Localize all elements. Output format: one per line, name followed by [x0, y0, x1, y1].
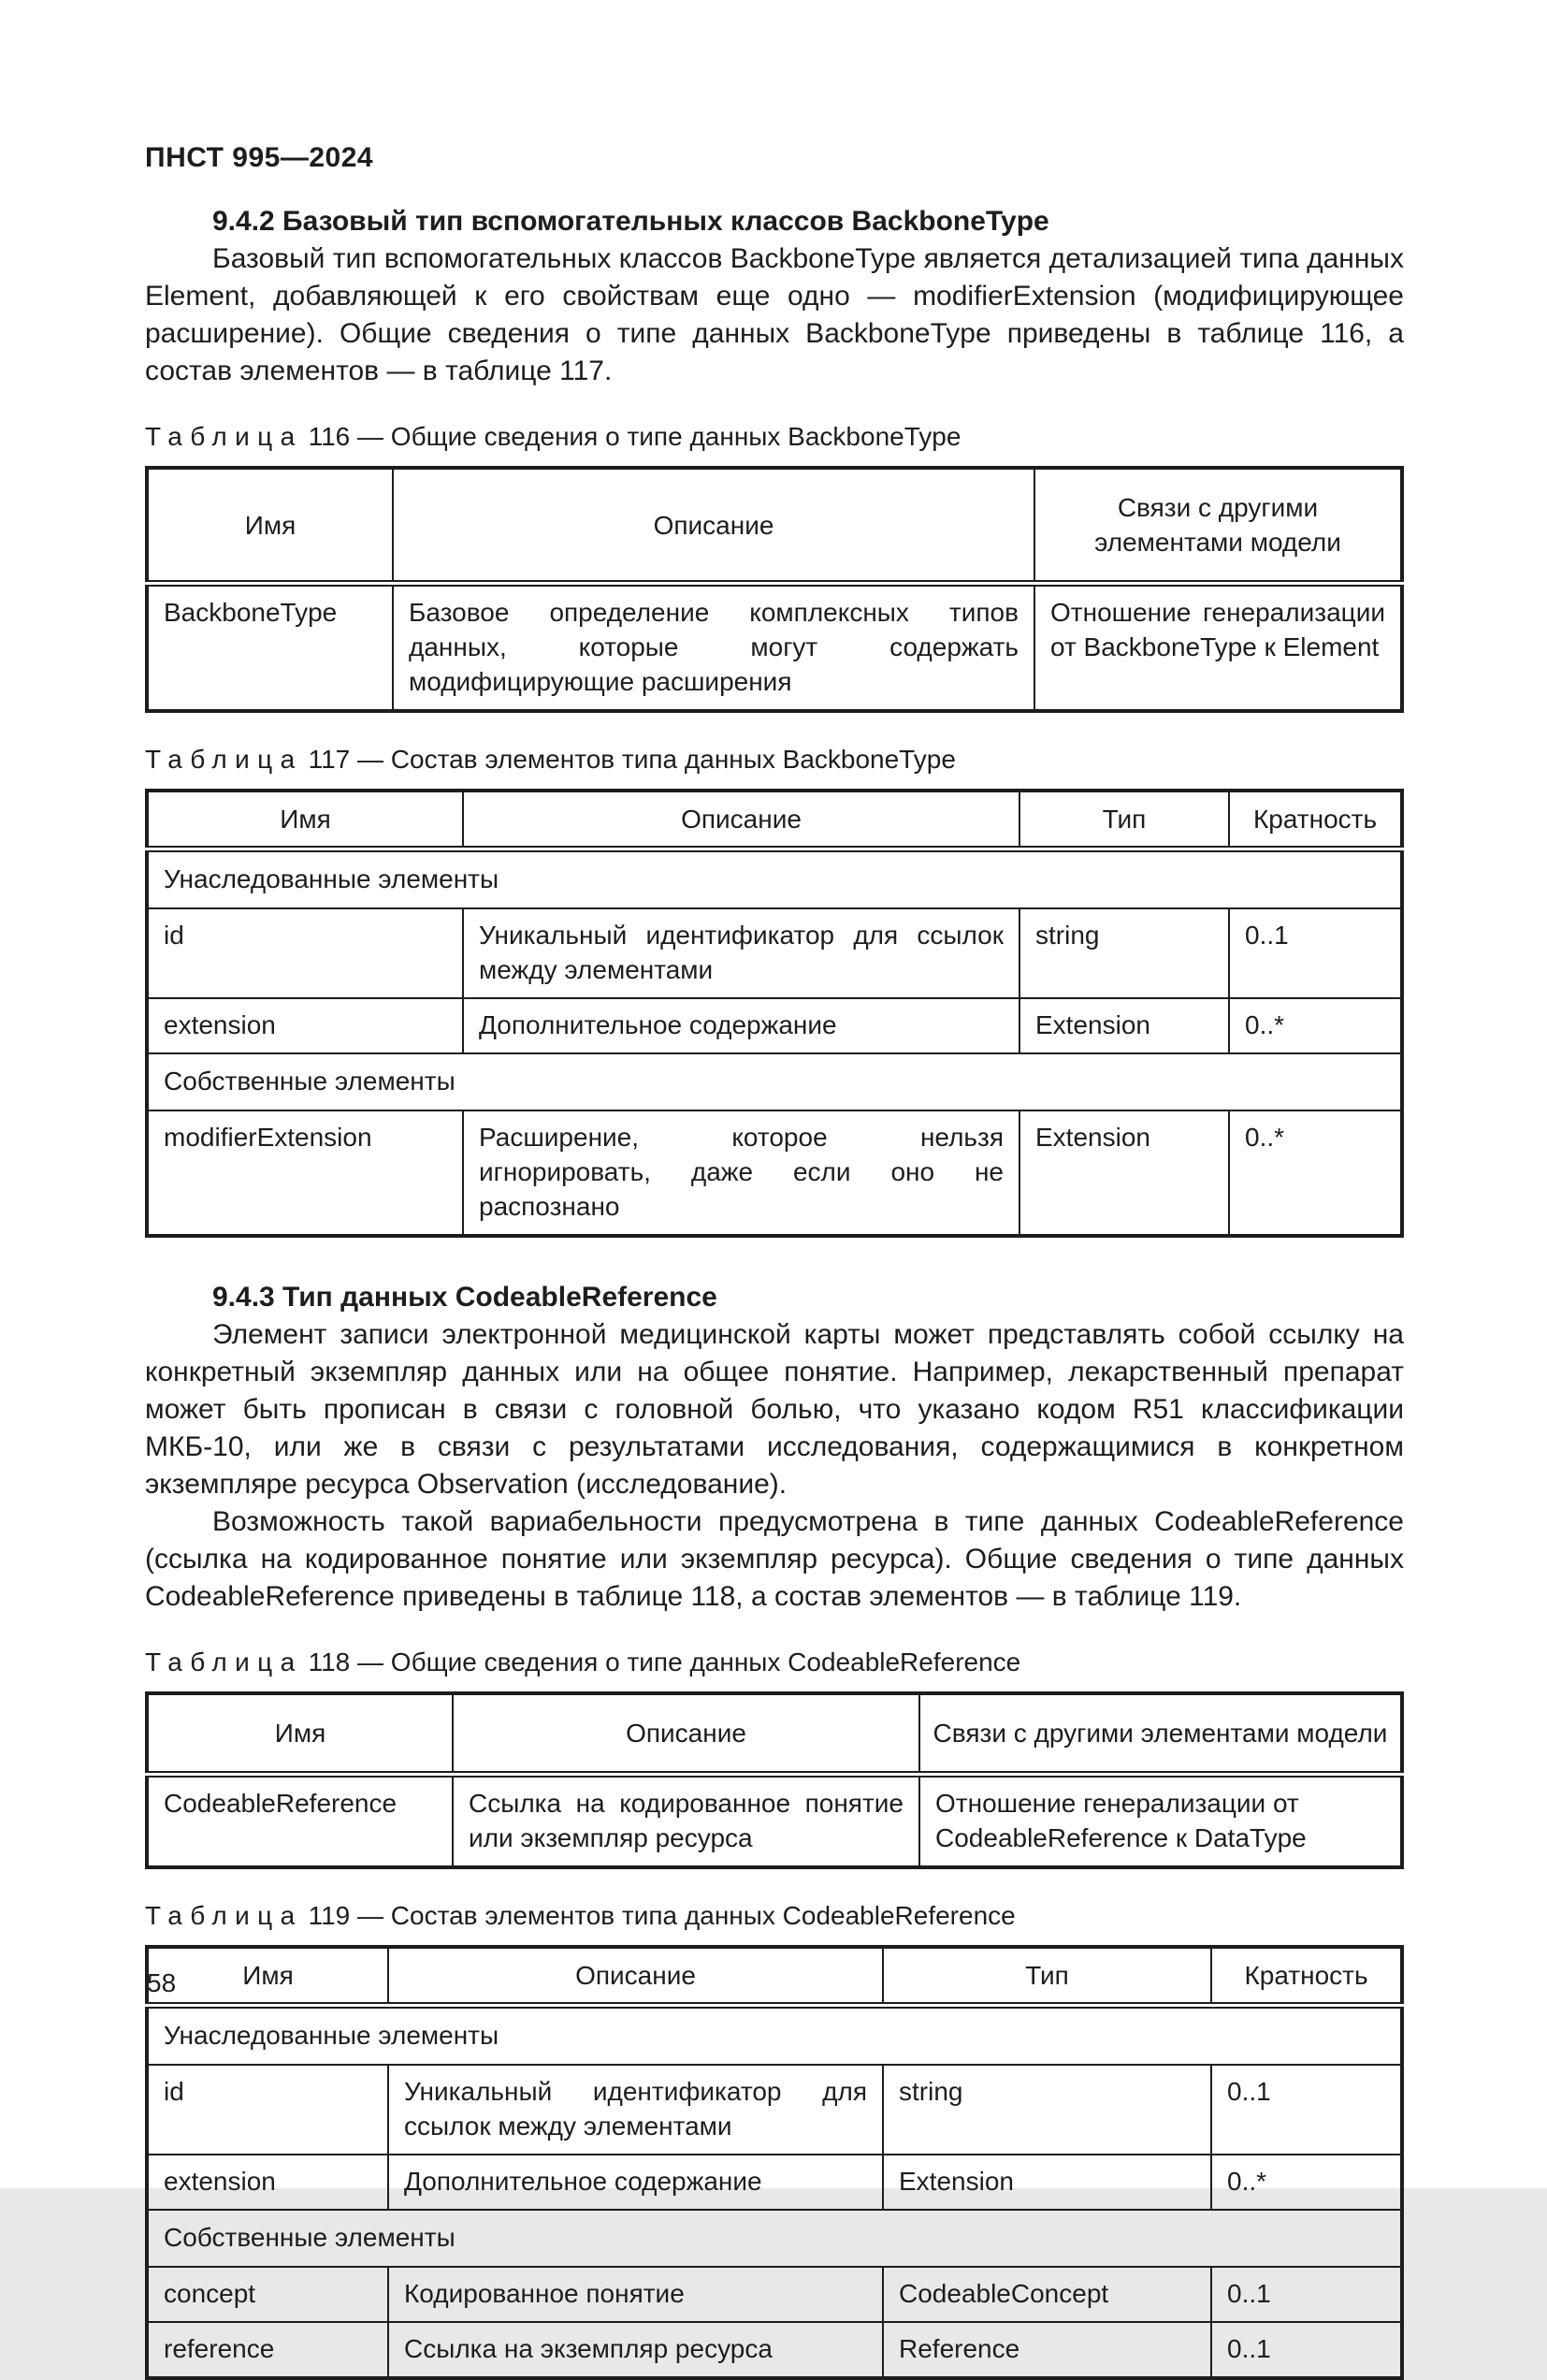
- table-cell: BackboneType: [147, 584, 393, 712]
- table-cell: Уникальный идентификатор для ссылок между элементами: [388, 2065, 883, 2155]
- table-cell: 0..1: [1211, 2065, 1402, 2155]
- table-118-caption-number: 118: [308, 1647, 351, 1676]
- table-row: [147, 468, 1402, 584]
- table-cell: Дополнительное содержание: [463, 998, 1019, 1053]
- table-group-cell: Унаследованные элементы: [147, 2006, 1402, 2066]
- table-117-caption: [145, 744, 1404, 776]
- table-cell: Кодированное понятие: [388, 2267, 883, 2322]
- table-116-caption-number: 116: [308, 422, 351, 451]
- paragraph-943-2: Возможность такой вариабельности предусмотрена в типе данных CodeableReference (ссылка на кодированное понятие или экземпляр ресурса). Общие сведения о типе данных CodeableReference приведены в таблице 118, а состав элементов — в таблице 119.: [145, 1506, 1404, 1612]
- table-row: [147, 2267, 1402, 2322]
- table-group-cell: Собственные элементы: [147, 1053, 1402, 1110]
- table-116-caption-label: Таблица: [145, 422, 303, 451]
- table-117-caption-number: 117: [308, 745, 351, 774]
- table-cell: Extension: [1019, 1110, 1229, 1236]
- table-cell: 0..1: [1211, 2322, 1402, 2378]
- table-row: [147, 1947, 1402, 2006]
- table-118-caption-title: — Общие сведения о типе данных CodeableReference: [357, 1647, 1021, 1676]
- page-content: [145, 142, 1404, 2380]
- table-header-cell: Тип: [883, 1947, 1211, 2006]
- table-row: [147, 791, 1402, 849]
- table-header-cell: Кратность: [1229, 791, 1402, 849]
- table-row: [147, 908, 1402, 998]
- table-119-caption-title: — Состав элементов типа данных CodeableReference: [357, 1901, 1016, 1930]
- table-cell: Reference: [883, 2322, 1211, 2378]
- table-group-cell: Унаследованные элементы: [147, 849, 1402, 909]
- table-cell: id: [147, 908, 463, 998]
- document-code: ПНСТ 995—2024: [145, 142, 374, 173]
- table-row: [147, 2322, 1402, 2378]
- table-row: [147, 2155, 1402, 2210]
- table-cell: 0..1: [1211, 2267, 1402, 2322]
- table-116-caption-title: — Общие сведения о типе данных BackboneType: [357, 422, 961, 451]
- table-cell: Отношение генерализации от BackboneType к Element: [1034, 584, 1402, 712]
- table-cell: 0..1: [1229, 908, 1402, 998]
- table-group-row: [147, 2210, 1402, 2267]
- table-header-cell: Имя: [147, 468, 393, 584]
- section-heading-943: 9.4.3 Тип данных CodeableReference: [212, 1282, 717, 1313]
- table-header-cell: Описание: [388, 1947, 883, 2006]
- paragraph-942: Базовый тип вспомогательных классов BackboneType является детализацией типа данных Element, добавляющей к его свойствам еще одно — modifierExtension (модифицирующее расширение). Общие сведения о типе данных BackboneType приведены в таблице 116, а состав элементов — в таблице 117.: [145, 243, 1404, 386]
- table-119: [145, 1945, 1404, 2380]
- table-cell: Ссылка на кодированное понятие или экземпляр ресурса: [453, 1775, 919, 1868]
- table-cell: reference: [147, 2322, 388, 2378]
- table-header-cell: Имя: [147, 1693, 453, 1775]
- section-heading-942: 9.4.2 Базовый тип вспомогательных классов BackboneType: [212, 206, 1049, 237]
- table-header-cell: Кратность: [1211, 1947, 1402, 2006]
- table-header-cell: Описание: [463, 791, 1019, 849]
- table-118: [145, 1691, 1404, 1869]
- table-header-cell: Описание: [393, 468, 1034, 584]
- table-header-cell: Имя: [147, 791, 463, 849]
- table-cell: Базовое определение комплексных типов данных, которые могут содержать модифицирующие расширения: [393, 584, 1034, 712]
- table-cell: extension: [147, 998, 463, 1053]
- table-row: [147, 1693, 1402, 1775]
- table-cell: 0..*: [1211, 2155, 1402, 2210]
- table-header-cell: Связи с другими элементами модели: [1034, 468, 1402, 584]
- table-cell: 0..*: [1229, 998, 1402, 1053]
- table-119-caption-label: Таблица: [145, 1901, 303, 1930]
- table-117-caption-label: Таблица: [145, 745, 303, 774]
- table-118-caption-label: Таблица: [145, 1647, 303, 1676]
- table-row: [147, 1110, 1402, 1236]
- table-116: [145, 466, 1404, 713]
- table-cell: Расширение, которое нельзя игнорировать, даже если оно не распознано: [463, 1110, 1019, 1236]
- table-row: [147, 584, 1402, 712]
- table-group-row: [147, 2006, 1402, 2066]
- table-119-caption-number: 119: [308, 1901, 351, 1930]
- table-cell: concept: [147, 2267, 388, 2322]
- table-cell: Уникальный идентификатор для ссылок между элементами: [463, 908, 1019, 998]
- page-number: 58: [147, 1968, 177, 1997]
- table-group-row: [147, 849, 1402, 909]
- table-row: [147, 1775, 1402, 1868]
- table-cell: modifierExtension: [147, 1110, 463, 1236]
- table-119-caption: [145, 1900, 1404, 1932]
- table-header-cell: Тип: [1019, 791, 1229, 849]
- table-group-cell: Собственные элементы: [147, 2210, 1402, 2267]
- table-cell: Extension: [883, 2155, 1211, 2210]
- table-116-caption: [145, 421, 1404, 453]
- table-header-cell: Описание: [453, 1693, 919, 1775]
- table-cell: extension: [147, 2155, 388, 2210]
- table-row: [147, 998, 1402, 1053]
- table-cell: CodeableReference: [147, 1775, 453, 1868]
- table-header-cell: Связи с другими элементами модели: [919, 1693, 1402, 1775]
- table-117-caption-title: — Состав элементов типа данных BackboneType: [357, 745, 956, 774]
- table-cell: 0..*: [1229, 1110, 1402, 1236]
- table-117: [145, 789, 1404, 1238]
- table-cell: CodeableConcept: [883, 2267, 1211, 2322]
- table-group-row: [147, 1053, 1402, 1110]
- table-cell: Дополнительное содержание: [388, 2155, 883, 2210]
- table-row: [147, 2065, 1402, 2155]
- table-cell: string: [1019, 908, 1229, 998]
- table-cell: id: [147, 2065, 388, 2155]
- table-cell: Отношение генерализации от CodeableReference к DataType: [919, 1775, 1402, 1868]
- table-118-caption: [145, 1647, 1404, 1678]
- paragraph-943-1: Элемент записи электронной медицинской карты может представлять собой ссылку на конкретный экземпляр данных или на общее понятие. Например, лекарственный препарат может быть прописан в связи с головной болью, что указано кодом R51 классификации МКБ-10, или же в связи с результатами исследования, содержащимися в конкретном экземпляре ресурса Observation (исследование).: [145, 1319, 1404, 1500]
- table-cell: Extension: [1019, 998, 1229, 1053]
- table-cell: Ссылка на экземпляр ресурса: [388, 2322, 883, 2378]
- table-cell: string: [883, 2065, 1211, 2155]
- table-header-cell: Имя: [147, 1947, 388, 2006]
